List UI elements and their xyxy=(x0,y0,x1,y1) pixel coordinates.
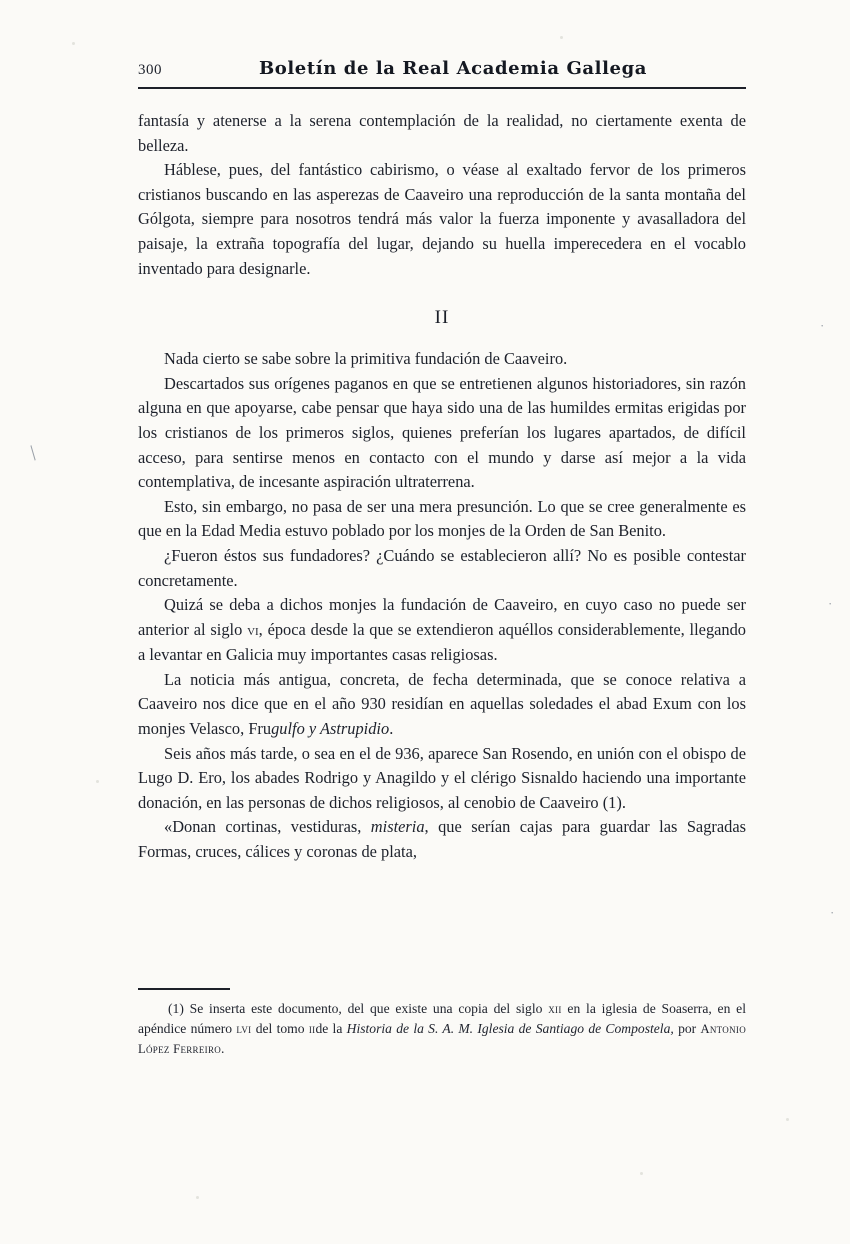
footnote-marker: (1) xyxy=(168,1000,184,1016)
paper-speck xyxy=(96,780,99,783)
page-header xyxy=(138,58,746,85)
margin-speck-right-top: · xyxy=(820,318,825,333)
margin-speck-right-mid: · xyxy=(828,596,833,611)
paragraph-donan xyxy=(138,815,746,864)
header-rule xyxy=(138,87,746,89)
footnote-work-title: Historia de la S. A. M. Iglesia de Santiago de Compostela, xyxy=(346,1021,674,1036)
paragraph-quiza-century: vi xyxy=(247,621,259,639)
paper-speck xyxy=(560,36,563,39)
paragraph-donan-before: «Donan cortinas, vestiduras, xyxy=(164,817,371,837)
paragraph-fueron-estos: ¿Fueron éstos sus fundadores? ¿Cuándo se establecieron allí? No es posible contestar concretamente. xyxy=(138,545,746,590)
footnote-century: xii xyxy=(548,1001,562,1016)
paragraph-donan-after: , que serían cajas para guardar las Sagradas Formas, cruces, cálices y coronas de plata, xyxy=(138,817,746,862)
footnote-text xyxy=(138,999,746,1060)
paragraph-nada-cierto: Nada cierto se sabe sobre la primitiva fundación de Caaveiro. xyxy=(164,349,568,369)
margin-speck-right-low: · xyxy=(830,905,835,920)
footnote-line2-c: . xyxy=(221,1041,225,1057)
footnote-line2-b: por xyxy=(673,1021,701,1036)
footnote-line2-a: de la xyxy=(315,1021,347,1036)
footnote-author: Antonio López Ferreiro xyxy=(138,1022,746,1057)
paragraph-donan-italic: misteria xyxy=(370,817,425,837)
footnote-separator xyxy=(138,988,230,990)
paper-speck xyxy=(640,1172,643,1175)
paragraph-quiza xyxy=(138,593,746,668)
footnote-appendix-number: lvi xyxy=(236,1022,252,1036)
paragraph-descartados: Descartados sus orígenes paganos en que se entretienen algunos historiadores, sin razón alguna en que apoyarse, cabe pensar que haya sido una de las humildes ermitas erigidas por los cristianos de los primeros siglos, quienes preferían los lugares apartados, de difícil acceso, para sentirse menos en contacto con el mundo y darse así mejor a la vida contemplativa, de incesante aspiración ultraterrena. xyxy=(138,373,746,492)
paragraph-quiza-before: Quizá se deba a dichos monjes la fundación de Caaveiro, en cuyo caso no puede ser anterior al siglo xyxy=(138,595,746,639)
paragraph-noticia xyxy=(138,668,746,742)
footnote-block xyxy=(138,988,746,1060)
paper-speck xyxy=(196,1196,199,1199)
paragraph-fantasia: fantasía y atenerse a la serena contemplación de la realidad, no ciertamente exenta de belleza. xyxy=(138,111,746,155)
paper-speck xyxy=(72,42,75,45)
paragraph-noticia-after: . xyxy=(389,719,394,739)
paragraph-esto-sin-embargo: Esto, sin embargo, no pasa de ser una mera presunción. Lo que se cree generalmente es que en la Edad Media estuvo poblado por los monjes de la Orden de San Benito. xyxy=(138,496,746,541)
footnote-line1-b: en la iglesia de Soaserra, en el apéndice número xyxy=(138,1000,746,1036)
section-number: II xyxy=(434,307,450,329)
paragraph-seis-anos: Seis años más tarde, o sea en el de 936, aparece San Rosendo, en unión con el obispo de Lugo D. Ero, los abades Rodrigo y Anagildo y el clérigo Sisnaldo haciendo una importante donación, en las personas de dichos religiosos, al cenobio de Caaveiro (1). xyxy=(138,743,746,812)
margin-pencil-stroke: / xyxy=(23,440,43,465)
footnote-line1-c: del tomo xyxy=(251,1021,309,1036)
footnote-line1-a: Se inserta este documento, del que existe una copia del siglo xyxy=(183,1000,549,1016)
running-title: Boletín de la Real Academia Gallega xyxy=(258,58,648,79)
paragraph-hablese: Háblese, pues, del fantástico cabirismo, o véase al exaltado fervor de los primeros cristianos buscando en las asperezas de Caaveiro una reproducción de la santa montaña del Gólgota, siempre para nosotros tendrá más valor la fuerza imponente y avasalladora del paisaje, la extraña topografía del lugar, dejando su huella imperecedera en el vocablo inventado para designarle. xyxy=(138,160,746,278)
paper-speck xyxy=(786,1118,789,1121)
paragraph-noticia-italic: gulfo y Astrupidio xyxy=(271,719,390,739)
folio-number: 300 xyxy=(138,62,162,78)
paragraph-quiza-after: , época desde la que se extendieron aquéllos considerablemente, llegando a levantar en Galicia muy importantes casas religiosas. xyxy=(138,619,747,665)
paragraph-noticia-before: La noticia más antigua, concreta, de fecha determinada, que se conoce relativa a Caaveiro nos dice que en el año 930 residían en aquellas soledades el abad Exum con los monjes Velasco, Fru xyxy=(138,669,746,739)
page-content xyxy=(138,58,746,865)
footnote-volume-number: ii xyxy=(308,1022,316,1036)
